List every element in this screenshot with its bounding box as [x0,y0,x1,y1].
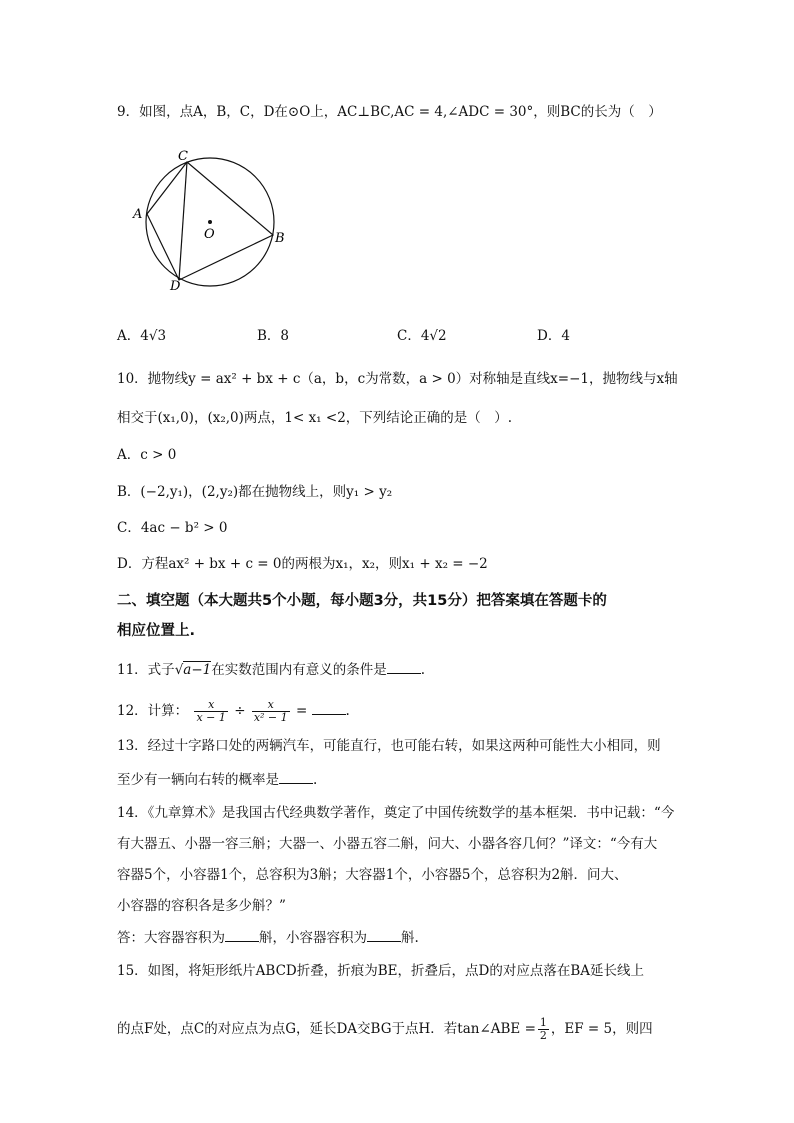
label-b: B [275,231,285,246]
section2-heading-line1: 二、填空题（本大题共5个小题，每小题3分，共15分）把答案填在答题卡的 [117,593,607,609]
q10-option-b: B．(−2,y₁)，(2,y₂)都在抛物线上，则y₁ > y₂ [117,484,393,500]
q14-answer-mid: 斛，小容器容积为 [259,930,367,946]
q11-radicand: a−1 [183,662,212,678]
q14-line4: 小容器的容积各是多少斛？” [117,898,286,914]
q9-circle-figure [130,148,290,298]
q9-stem: 9．如图，点A，B，C，D在⊙O上，AC⊥BC,AC = 4,∠ADC = 30°，则BC的长为（ ） [117,104,662,120]
q15-fraction: $\frac{1}{2}$ [539,1016,547,1042]
q14-blank-small[interactable] [367,927,401,942]
q9-option-c: C．4√2 [397,328,447,344]
q13-line2-prefix: 至少有一辆向右转的概率是 [117,772,279,788]
q13-answer-blank[interactable] [279,769,313,784]
q14-line3: 容器5个，小容器1个，总容积为3斛；大容器1个，小容器5个，总容积为2斛．问大、 [117,867,628,883]
q12-fraction-1: $\frac{x}{x - 1}$ [196,698,226,724]
q13-line2-end: . [313,772,318,788]
q12-answer-blank[interactable] [312,700,346,715]
q10-option-a: A．c > 0 [117,447,177,463]
q10-stem-line2: 相交于(x₁,0)，(x₂,0)两点，1< x₁ <2，下列结论正确的是（ ）. [117,410,513,426]
section2-heading-line2: 相应位置上. [117,623,196,639]
q12 [117,696,350,726]
q15-line2 [117,1014,653,1044]
q15-line2-suffix: ，EF = 5，则四 [550,1021,653,1037]
q12-fraction-2: $\frac{x}{\text{x² − 1}}$ [253,698,288,724]
q14-answer-prefix: 答：大容器容积为 [117,930,225,946]
q12-equals-sign: = [295,703,308,719]
q14-line1: 14．《九章算术》是我国古代经典数学著作，奠定了中国传统数学的基本框架．书中记载：“今 [117,805,675,821]
q12-prefix: 12．计算： [117,703,189,719]
q10-stem-line1: 10．抛物线y = ax² + bx + c（a，b，c为常数，a > 0）对称轴是直线x=−1，抛物线与x轴 [117,371,678,387]
q11-prefix: 11．式子 [117,662,175,678]
label-c: C [178,149,188,164]
q9-option-a: A．4√3 [117,328,167,344]
label-d: D [170,279,181,294]
q13-line2 [117,769,317,790]
q14-blank-large[interactable] [225,927,259,942]
sqrt-sign: √ [174,662,184,678]
q9-option-b: B．8 [257,328,290,344]
q14-answer-line [117,927,419,948]
q15-line2-prefix: 的点F处，点C的对应点为点G，延长DA交BG于点H．若tan∠ABE = [117,1021,536,1037]
q12-divide-sign: ÷ [234,703,246,719]
q9-option-d: D．4 [537,328,570,344]
q15-line1: 15．如图，将矩形纸片ABCD折叠，折痕为BE，折叠后，点D的对应点落在BA延长线上 [117,963,645,979]
q10-option-c: C．4ac − b² > 0 [117,520,228,536]
segment-cd [179,162,187,280]
center-dot [208,220,212,224]
q14-answer-end: 斛. [401,930,419,946]
q11-end: . [420,662,426,678]
q11 [117,659,425,680]
q11-answer-blank[interactable] [387,659,421,674]
q11-suffix: 在实数范围内有意义的条件是 [211,662,387,678]
label-o: O [204,227,215,242]
q13-line1: 13．经过十字路口处的两辆汽车，可能直行，也可能右转，如果这两种可能性大小相同，则 [117,738,661,754]
q10-option-d: D．方程ax² + bx + c = 0的两根为x₁，x₂，则x₁ + x₂ = −2 [117,556,488,572]
label-a: A [133,207,143,222]
q12-end: . [345,703,350,719]
q14-line2: 有大器五、小器一容三斛；大器一、小器五容二斛，问大、小器各容几何？”译文：“今有大 [117,836,658,852]
